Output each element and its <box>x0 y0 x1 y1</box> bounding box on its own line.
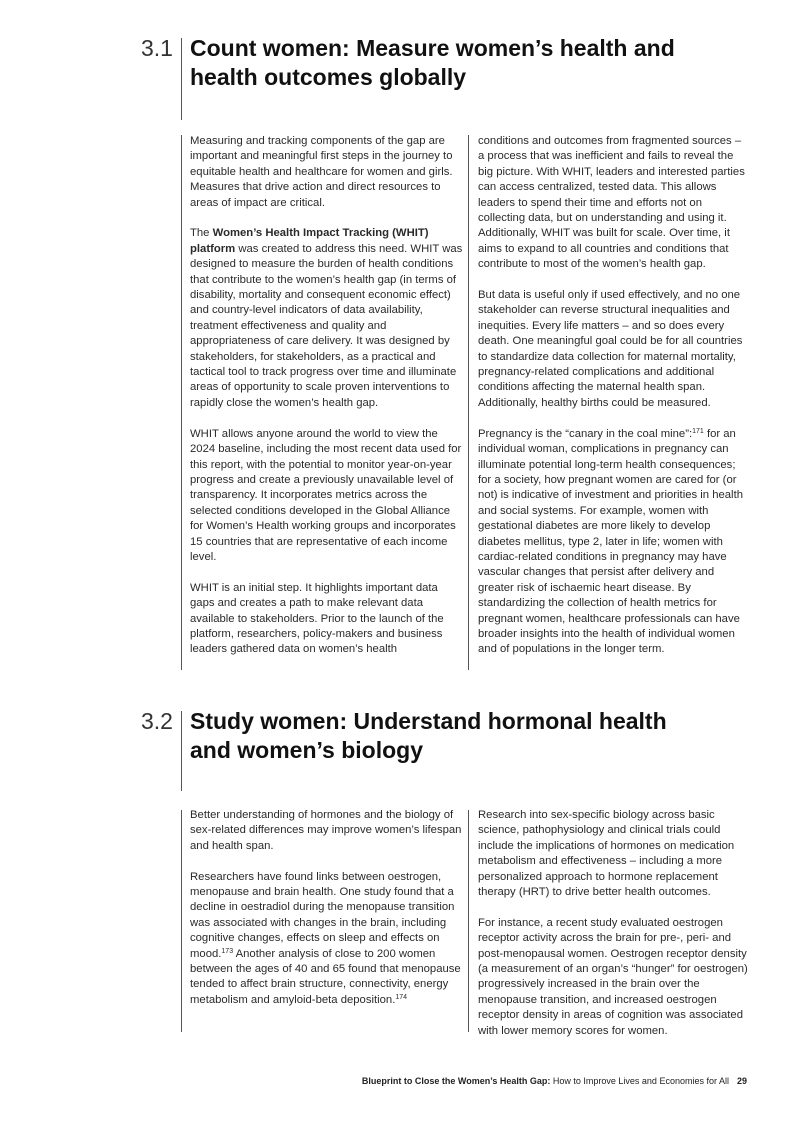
section-title-3-2: Study women: Understand hormonal health and women’s biology <box>190 708 667 763</box>
paragraph: Better understanding of hormones and the biology of sex-related differences may improve women’s lifespan and health span. <box>190 809 462 852</box>
column-divider-left <box>181 135 182 670</box>
section-3-1-left-column <box>190 134 465 658</box>
paragraph: conditions and outcomes from fragmented sources – a process that was inefficient and fails to reveal the big picture. With WHIT, leaders and interested parties can access centralized, tested data. This allows leaders to spend their time and efforts not on collecting data, but on understanding and using it. Additionally, WHIT was built for scale. Over time, it aims to expand to all countries and conditions that contribute to most of the women’s health gap. <box>478 135 745 271</box>
section-number-3-2: 3.2 <box>141 708 173 734</box>
paragraph: WHIT is an initial step. It highlights important data gaps and creates a path to make relevant data available to stakeholders. Prior to the launch of the platform, researchers, policy-makers and business leaders gathered data on women’s health <box>190 581 444 656</box>
section-title-3-1: Count women: Measure women’s health and health outcomes globally <box>190 35 675 90</box>
paragraph: Researchers have found links between oestrogen, menopause and brain health. One study found that a decline in oestradiol during the menopause transition was associated with changes in the brain, including cognitive changes, effects on sleep and effects on mood.$^{173}$ Another analysis of close to 200 women between the ages of 40 and 65 found that menopause tended to affect brain structure, connectivity, energy metabolism and amyloid-beta deposition.$^{174}$ <box>190 870 461 1006</box>
footnote-ref-173: 173 <box>221 947 234 955</box>
paragraph: WHIT allows anyone around the world to view the 2024 baseline, including the most recent data used for this report, with the potential to monitor year-on-year progress and create a previously unavailable level of transparency. It incorporates metrics across the selected conditions developed in the Global Alliance for Women’s Health working groups and incorporates 15 countries that are representative of each income level. <box>190 427 462 563</box>
section-3-1-right-column <box>478 134 748 658</box>
section-divider-rule <box>181 38 182 120</box>
paragraph: Research into sex-specific biology across basic science, pathophysiology and clinical trials could include the implications of hormones on medication metabolism and effectiveness – including a more personalized approach to hormone replacement therapy (HRT) to drive better health outcomes. <box>478 809 735 899</box>
section-number-3-1: 3.1 <box>141 35 173 61</box>
paragraph: Pregnancy is the “canary in the coal mine”:$^{171}$ for an individual woman, complications in pregnancy can illuminate potential long-term health consequences; for a society, how pregnant women are cared for (or not) is indicative of investment and priorities in health and social systems. For example, women with gestational diabetes are more likely to develop diabetes mellitus, type 2, later in life; women with cardiac-related conditions in pregnancy may have vascular changes that persist after delivery and greater risk of ischaemic heart disease. By standardizing the collection of health metrics for pregnant women, healthcare professionals can have broader insights into the health of individual women and of populations in the longer term. <box>478 427 743 656</box>
section-3-2-right-column <box>478 808 748 1039</box>
footnote-ref-174: 174 <box>395 993 408 1001</box>
page-footer <box>362 1076 747 1086</box>
paragraph: But data is useful only if used effectively, and no one stakeholder can reverse structural inequalities and inequities. Every life matters – and so does every death. One meaningful goal could be for all countries to standardize data collection for maternal mortality, pregnancy-related complications and additional conditions affecting the maternal health span. Additionally, healthy births could be measured. <box>478 289 743 409</box>
section-3-2-left-column <box>190 808 465 1008</box>
page-number: 29 <box>736 1076 747 1086</box>
footer-report-subtitle: How to Improve Lives and Economies for All <box>550 1076 729 1086</box>
section-divider-rule <box>181 711 182 791</box>
paragraph: Measuring and tracking components of the gap are important and meaningful first steps in the journey to equitable health and healthcare for women and girls. Measures that drive action and direct resources to areas of impact are critical. <box>190 135 453 209</box>
column-divider-right <box>468 810 469 1032</box>
footer-report-title: Blueprint to Close the Women’s Health Gap: <box>361 1076 551 1086</box>
column-divider-left <box>181 810 182 1032</box>
paragraph: For instance, a recent study evaluated oestrogen receptor activity across the brain for pre-, peri- and post-menopausal women. Oestrogen receptor density (a measurement of an organ’s “hunger” for oestrogen) progressively increased in the brain over the menopause transition, and increased oestrogen receptor density in areas of cognition was associated with lower memory scores for women. <box>478 916 748 1037</box>
column-divider-right <box>468 135 469 670</box>
paragraph: The Women’s Health Impact Tracking (WHIT) platform was created to address this need. WHIT was designed to measure the burden of health conditions that contribute to the women’s health gap (in terms of disability, mortality and consequent economic effect) and country-level indicators of data availability, treatment effectiveness and quality and appropriateness of care delivery. It was designed by stakeholders, for stakeholders, as a practical and tactical tool to track progress over time and illuminate areas of opportunity to scale proven interventions to rapidly close the women’s health gap. <box>190 227 463 409</box>
footnote-ref-171: 171 <box>692 427 704 435</box>
whit-platform-name: Women’s Health Impact Tracking (WHIT) platform <box>190 227 429 255</box>
